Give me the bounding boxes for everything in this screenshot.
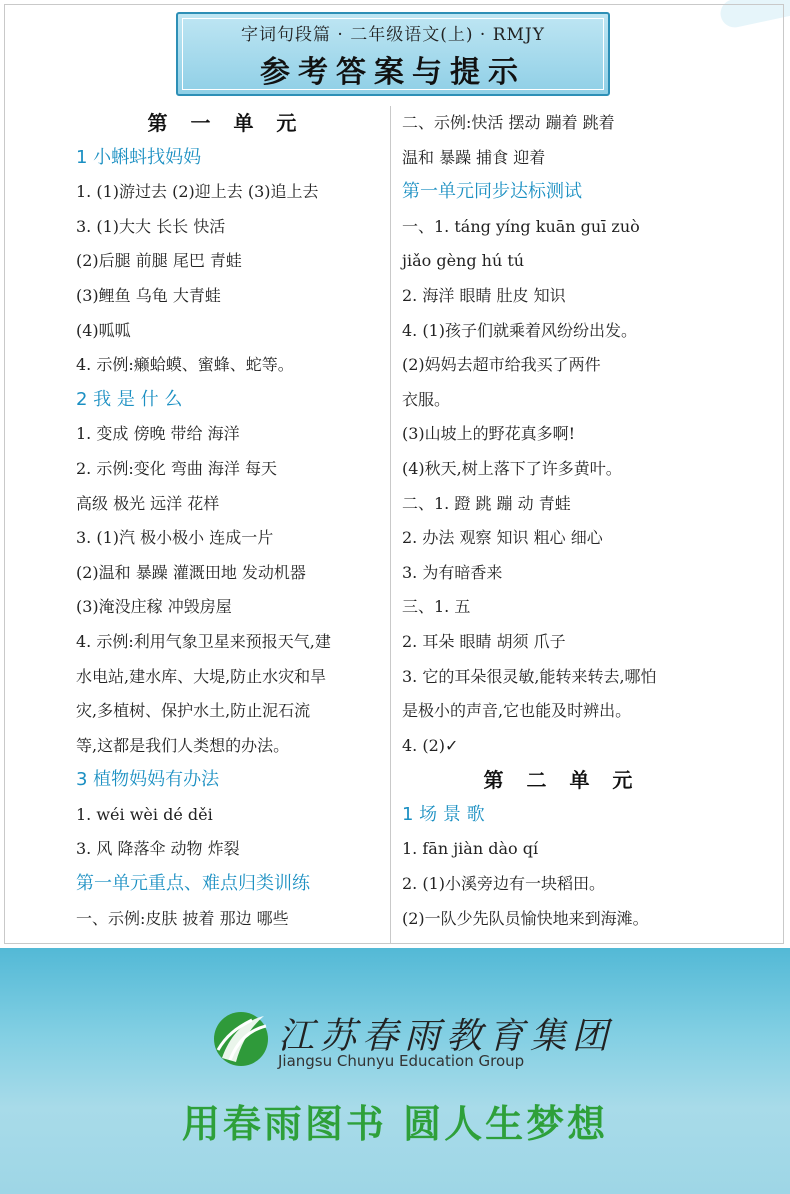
answer-line: 4. 示例:利用气象卫星来预报天气,建 (76, 631, 331, 651)
answer-line: (3)鲤鱼 乌龟 大青蛙 (76, 285, 221, 305)
answer-line: 二、1. 蹬 跳 蹦 动 青蛙 (402, 493, 571, 513)
answer-line: 衣服。 (402, 389, 451, 409)
header-subtitle: 字词句段篇 · 二年级语文(上) · RMJY (241, 25, 545, 45)
answer-line: 3. (1)大大 长长 快活 (76, 216, 226, 236)
logo-english-name: Jiangsu Chunyu Education Group (278, 1052, 525, 1070)
answer-line: 3. 为有暗香来 (402, 562, 503, 582)
answer-line: (2)温和 暴躁 灌溉田地 发动机器 (76, 562, 306, 582)
answer-line: 水电站,建水库、大堤,防止水灾和旱 (76, 666, 327, 686)
answer-line: 1. (1)游过去 (2)迎上去 (3)追上去 (76, 182, 319, 202)
answer-line: 三、1. 五 (402, 597, 471, 617)
answer-line: 是极小的声音,它也能及时辨出。 (402, 701, 632, 721)
chunyu-leaf-logo-icon (212, 1010, 270, 1068)
answer-line: 3. 风 降落伞 动物 炸裂 (76, 839, 240, 859)
header-title: 参考答案与提示 (260, 55, 526, 90)
answer-line: (2)后腿 前腿 尾巴 青蛙 (76, 251, 242, 271)
section-heading: 第一单元同步达标测试 (402, 181, 582, 203)
answer-line: 3. 它的耳朵很灵敏,能转来转去,哪怕 (402, 666, 657, 686)
answer-line: 2. 耳朵 眼睛 胡须 爪子 (402, 631, 566, 651)
answer-line: 二、示例:快活 摆动 蹦着 跳着 (402, 113, 615, 132)
answer-line: 3. (1)汽 极小极小 连成一片 (76, 528, 274, 548)
answer-line: 一、示例:皮肤 披着 那边 哪些 (76, 908, 289, 928)
answer-line: 4. 示例:癞蛤蟆、蜜蜂、蛇等。 (76, 355, 294, 375)
slogan: 用春雨图书 圆人生梦想 (181, 1102, 609, 1146)
section-heading: 2 我 是 什 么 (76, 388, 183, 410)
answer-line: 2. (1)小溪旁边有一块稻田。 (402, 874, 606, 894)
unit-title: 第 一 单 元 (147, 111, 305, 135)
answer-line: (4)秋天,树上落下了许多黄叶。 (402, 458, 622, 478)
answer-line: (4)呱呱 (76, 320, 131, 340)
answer-line: 1. fān jiàn dào qí (402, 839, 539, 859)
answer-line: 一、1. táng yíng kuān guī zuò (402, 216, 640, 236)
answer-line: (2)妈妈去超市给我买了两件 (402, 355, 601, 375)
answer-line: 灾,多植树、保护水土,防止泥石流 (76, 701, 311, 721)
left-column (76, 106, 396, 936)
logo-chinese-name: 江苏春雨教育集团 (278, 1016, 615, 1057)
answer-line: 温和 暴躁 捕食 迎着 (402, 147, 546, 167)
answer-line: (3)淹没庄稼 冲毁房屋 (76, 597, 232, 617)
answer-line: (2)一队少先队员愉快地来到海滩。 (402, 908, 649, 928)
answer-line: jiǎo gèng hú tú (402, 251, 525, 271)
answer-line: 等,这都是我们人类想的办法。 (76, 735, 290, 755)
answer-line: 2. 示例:变化 弯曲 海洋 每天 (76, 458, 278, 478)
answer-line: 1. wéi wèi dé děi (76, 804, 213, 824)
publisher-footer (0, 948, 790, 1194)
right-column (402, 106, 722, 936)
answer-line: 1. 变成 傍晚 带给 海洋 (76, 424, 240, 444)
answer-line: 4. (2)✓ (402, 735, 459, 755)
section-heading: 1 场 景 歌 (402, 803, 485, 825)
answer-line: (3)山坡上的野花真多啊! (402, 424, 576, 444)
section-heading: 第一单元重点、难点归类训练 (76, 873, 310, 895)
header-banner (176, 12, 610, 96)
answer-line: 2. 办法 观察 知识 粗心 细心 (402, 528, 603, 548)
section-heading: 1 小蝌蚪找妈妈 (76, 146, 202, 168)
answer-line: 4. (1)孩子们就乘着风纷纷出发。 (402, 320, 638, 340)
section-heading: 3 植物妈妈有办法 (76, 769, 220, 791)
answer-line: 2. 海洋 眼睛 肚皮 知识 (402, 285, 566, 305)
answer-line: 高级 极光 远洋 花样 (76, 493, 220, 513)
unit-title: 第 二 单 元 (483, 768, 641, 793)
